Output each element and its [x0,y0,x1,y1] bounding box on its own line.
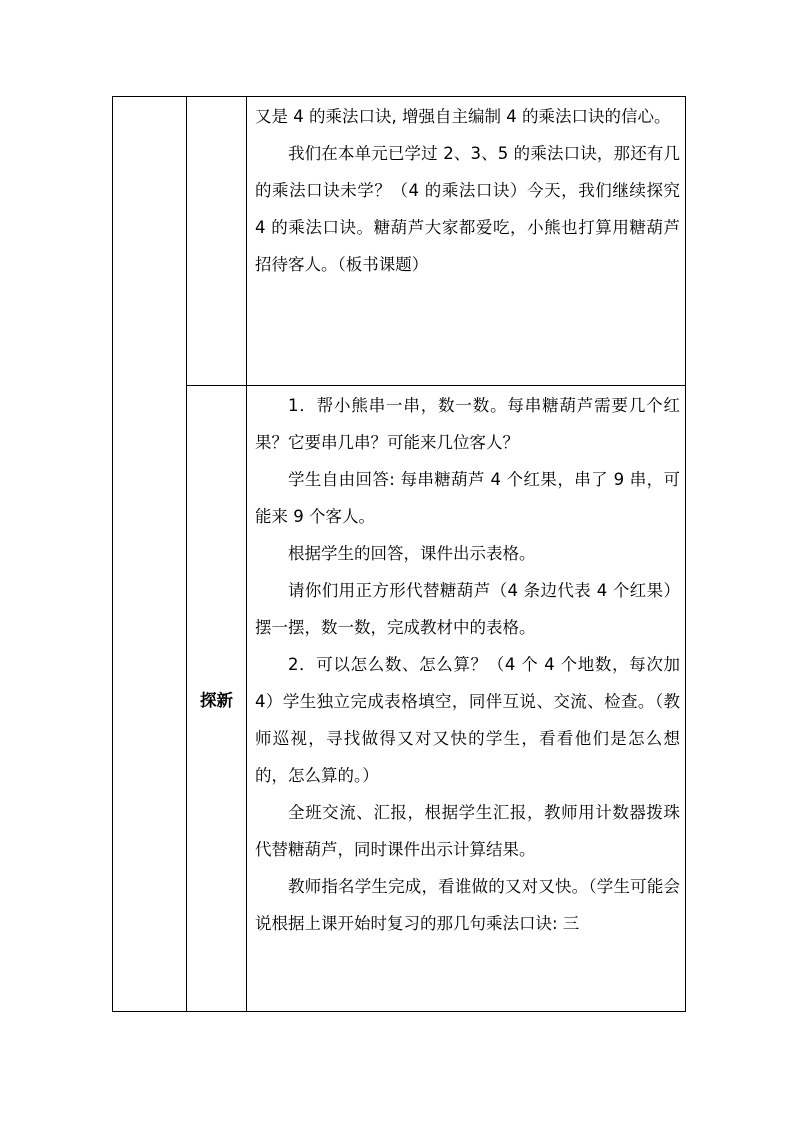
paragraph: 1．帮小熊串一串，数一数。每串糖葫芦需要几个红果？它要串几串？可能来几位客人？ [255,396,680,452]
label-cell-explore [187,386,247,1012]
content-cell-explore [247,386,686,1012]
section-cell [113,97,187,1012]
paragraph: 教师指名学生完成，看谁做的又对又快。（学生可能会说根据上课开始时复习的那几句乘法口诀: 三 [255,877,680,933]
content-cell-intro [247,97,686,386]
table-row-intro [113,97,686,386]
paragraph: 2．可以怎么数、怎么算？（4 个 4 个地数，每次加 4）学生独立完成表格填空，同伴互说、交流、检查。（教师巡视，寻找做得又对又快的学生，看看他们是怎么想的，怎么算的。） [255,655,680,785]
paragraph: 又是 4 的乘法口诀, 增强自主编制 4 的乘法口诀的信心。 [255,107,671,126]
paragraph: 我们在本单元已学过 2、3、5 的乘法口诀，那还有几的乘法口诀未学？（4 的乘法口诀）今天，我们继续探究 4 的乘法口诀。糖葫芦大家都爱吃，小熊也打算用糖葫芦招待客人。（板书课题） [255,144,680,274]
section-label: 探新 [200,690,233,710]
paragraph: 学生自由回答: 每串糖葫芦 4 个红果，串了 9 串，可能来 9 个客人。 [255,470,680,526]
label-cell-intro [187,97,247,386]
paragraph: 全班交流、汇报，根据学生汇报，教师用计数器拨珠代替糖葫芦，同时课件出示计算结果。 [255,803,680,859]
lesson-plan-table [112,96,686,1012]
table-row-explore [113,386,686,1012]
paragraph: 根据学生的回答，课件出示表格。 [288,544,536,563]
paragraph: 请你们用正方形代替糖葫芦（4 条边代表 4 个红果）摆一摆，数一数，完成教材中的表格。 [255,581,680,637]
